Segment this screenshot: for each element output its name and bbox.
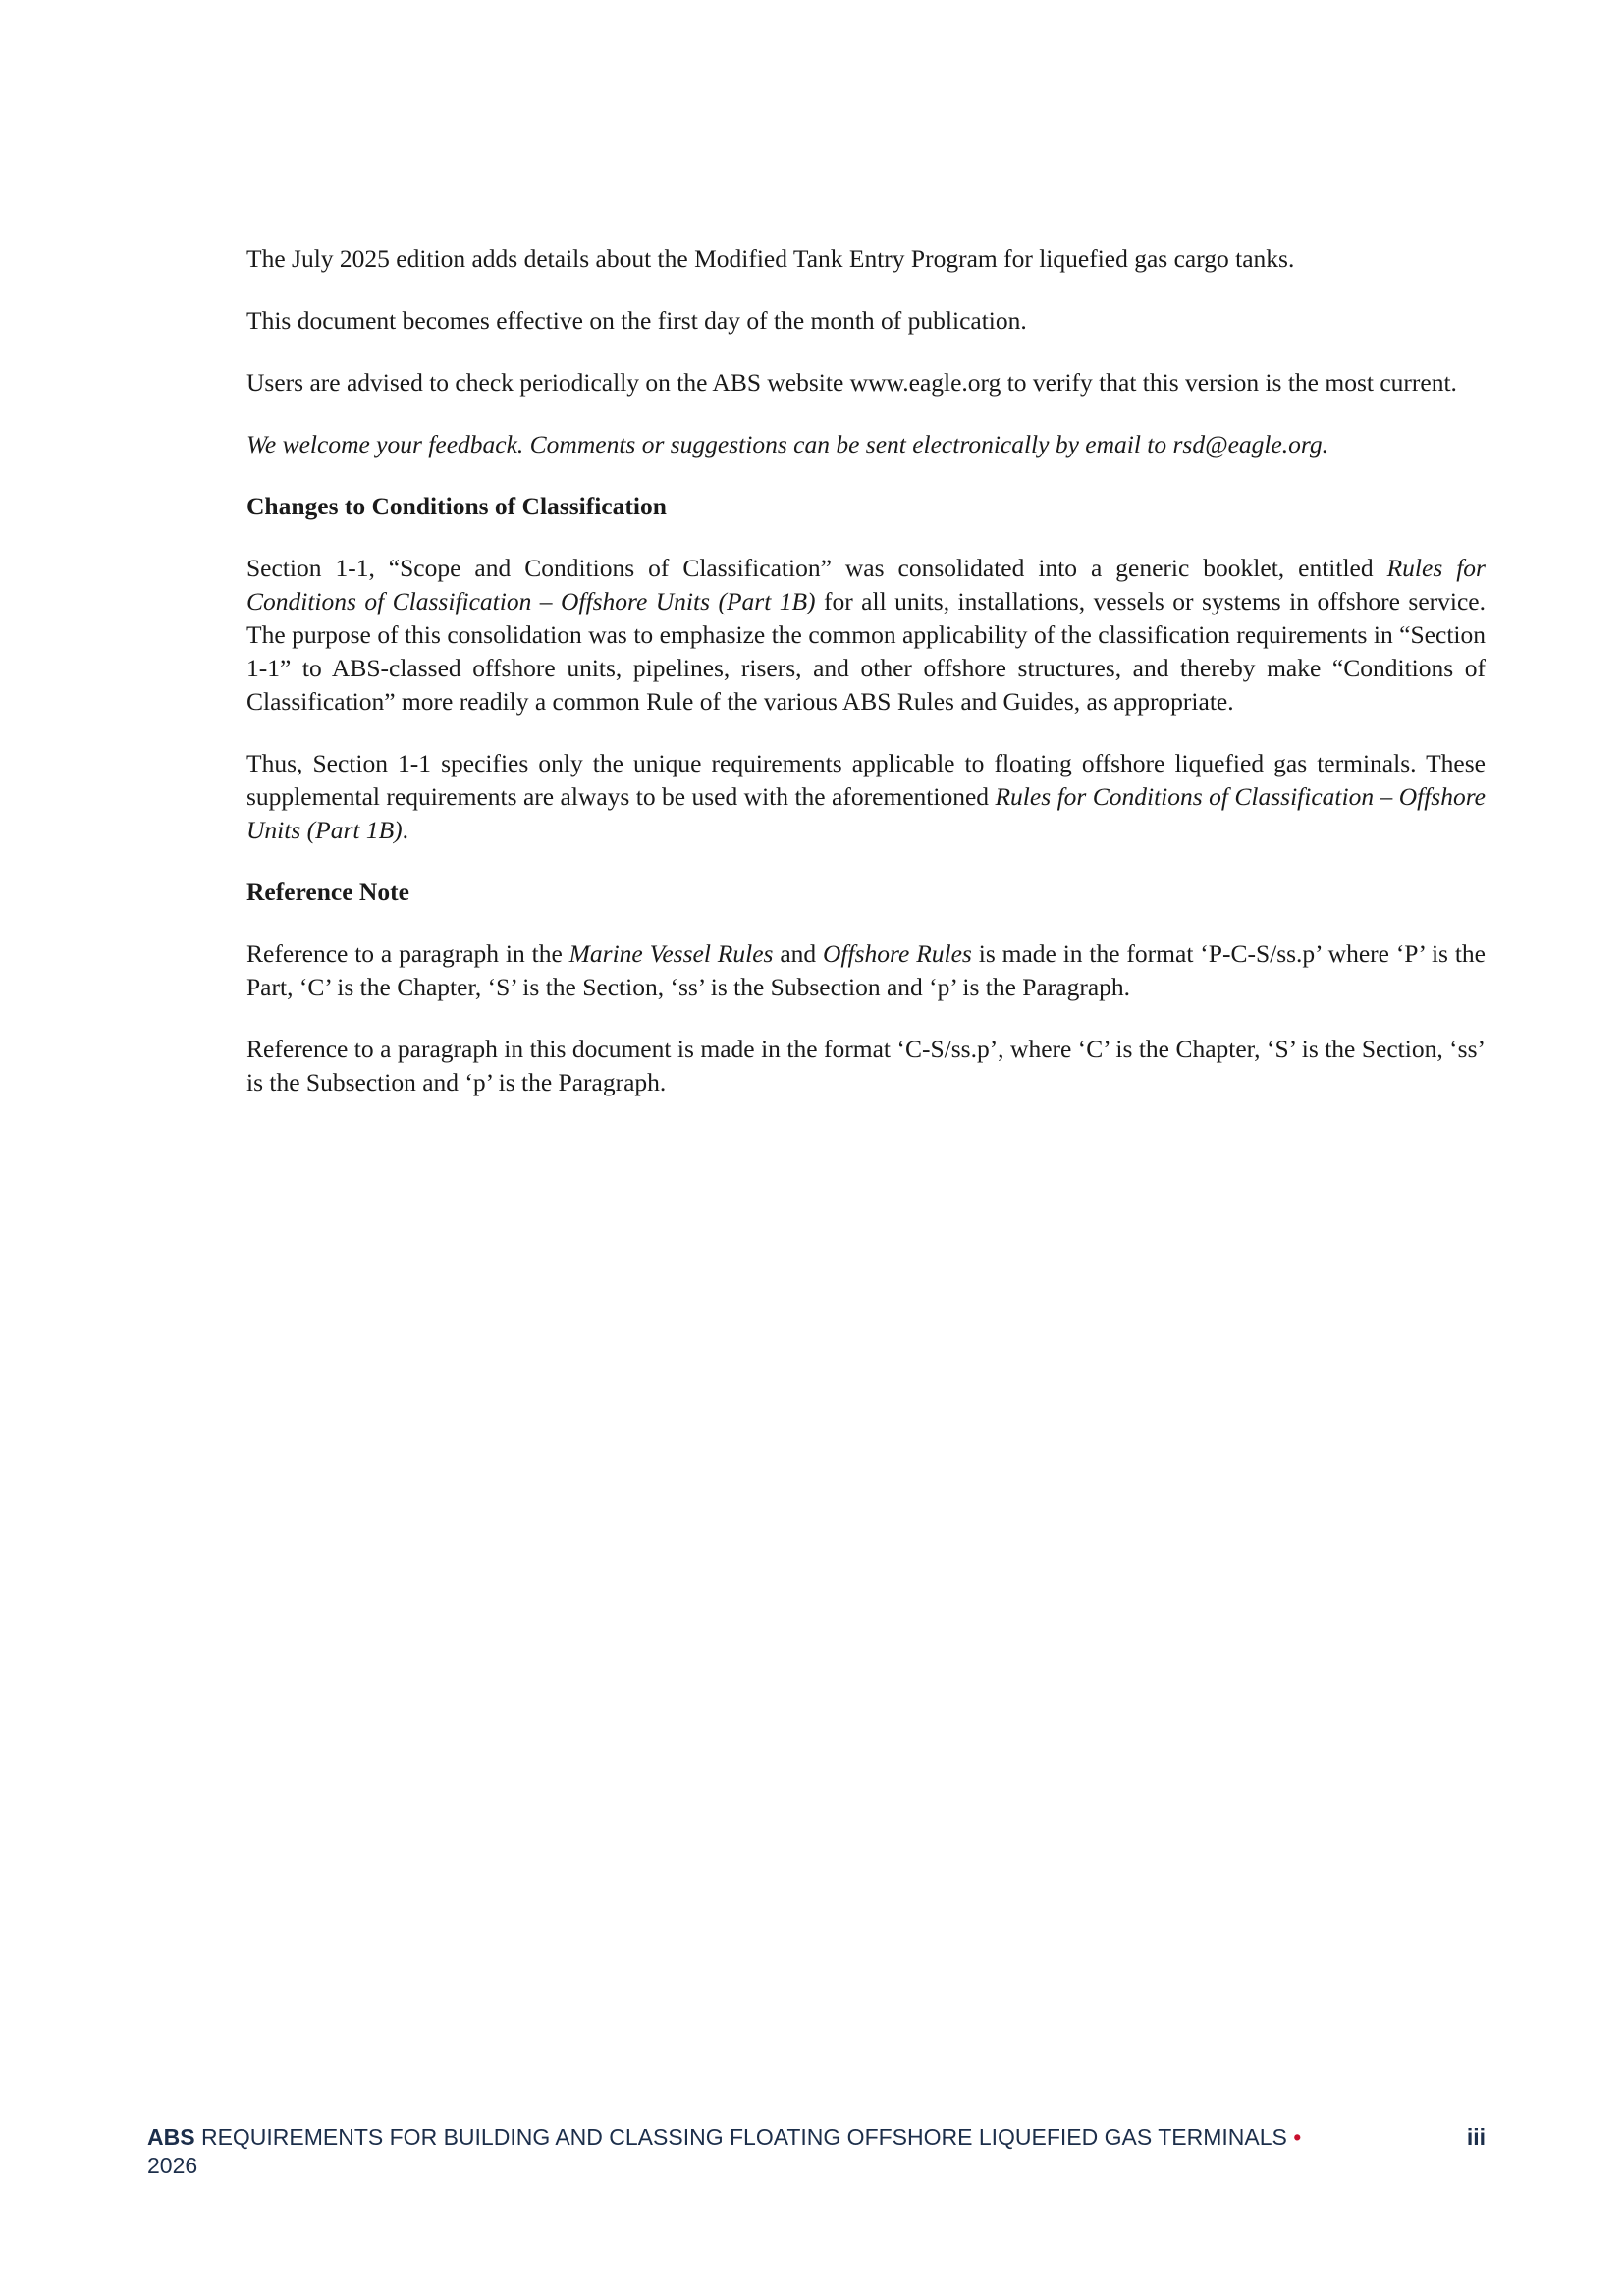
paragraph-reference-format-rules [246, 937, 1486, 1004]
paragraph-section-consolidation [246, 552, 1486, 719]
paragraph-feedback [246, 428, 1486, 461]
text-segment: for all units, installations, vessels or systems in offshore service. The purpose of this consolidation was to emphasize the common applicability of the classification requirements in “Section 1-1” to ABS-classed offshore units, pipelines, risers, and other offshore structures, and thereby make “Conditions of Classification” more readily a common Rule of the various ABS Rules and Guides, as appropriate. [246, 587, 1486, 716]
page-body [246, 242, 1486, 1128]
footer-brand: ABS [147, 2124, 195, 2150]
rules-title-italic: Rules for Conditions of Classification – Offshore Units (Part 1B) [246, 782, 1486, 844]
text-segment: and [773, 939, 824, 968]
text-segment: Reference to a paragraph in the [246, 939, 569, 968]
footer-bullet: • [1293, 2124, 1302, 2150]
text-segment: . [402, 816, 409, 844]
marine-vessel-rules-italic: Marine Vessel Rules [568, 939, 774, 968]
page-footer [147, 2123, 1486, 2180]
paragraph-effective-date: This document becomes effective on the first day of the month of publication. [246, 306, 1027, 335]
heading-reference-note: Reference Note [246, 878, 409, 906]
feedback-text: We welcome your feedback. Comments or suggestions can be sent electronically by email to rsd@eagle.org. [246, 430, 1329, 458]
footer-document-title [147, 2123, 1306, 2180]
footer-year: 2026 [147, 2153, 198, 2178]
paragraph-edition-note: The July 2025 edition adds details about the Modified Tank Entry Program for liquefied gas cargo tanks. [246, 244, 1295, 273]
page-number: iii [1466, 2124, 1486, 2150]
text-segment: Section 1-1, “Scope and Conditions of Classification” was consolidated into a generic booklet, entitled [246, 554, 1387, 582]
text-segment: Thus, Section 1-1 specifies only the unique requirements applicable to floating offshore liquefied gas terminals. These supplemental requirements are always to be used with the aforementioned [246, 749, 1486, 811]
paragraph-check-website: Users are advised to check periodically on the ABS website www.eagle.org to verify that this version is the most current. [246, 368, 1457, 397]
rules-title-italic: Rules for Conditions of Classification – Offshore Units (Part 1B) [246, 554, 1486, 615]
text-segment: is made in the format ‘P-C-S/ss.p’ where ‘P’ is the Part, ‘C’ is the Chapter, ‘S’ is the Section, ‘ss’ is the Subsection and ‘p’ is the Paragraph. [246, 939, 1486, 1001]
footer-title-text: REQUIREMENTS FOR BUILDING AND CLASSING FLOATING OFFSHORE LIQUEFIED GAS TERMINALS [194, 2124, 1294, 2150]
offshore-rules-italic: Offshore Rules [823, 939, 972, 968]
heading-changes-to-conditions: Changes to Conditions of Classification [246, 492, 667, 520]
paragraph-supplemental-requirements [246, 747, 1486, 847]
paragraph-reference-format-document: Reference to a paragraph in this document is made in the format ‘C-S/ss.p’, where ‘C’ is the Chapter, ‘S’ is the Section, ‘ss’ is the Subsection and ‘p’ is the Paragraph. [246, 1035, 1486, 1096]
